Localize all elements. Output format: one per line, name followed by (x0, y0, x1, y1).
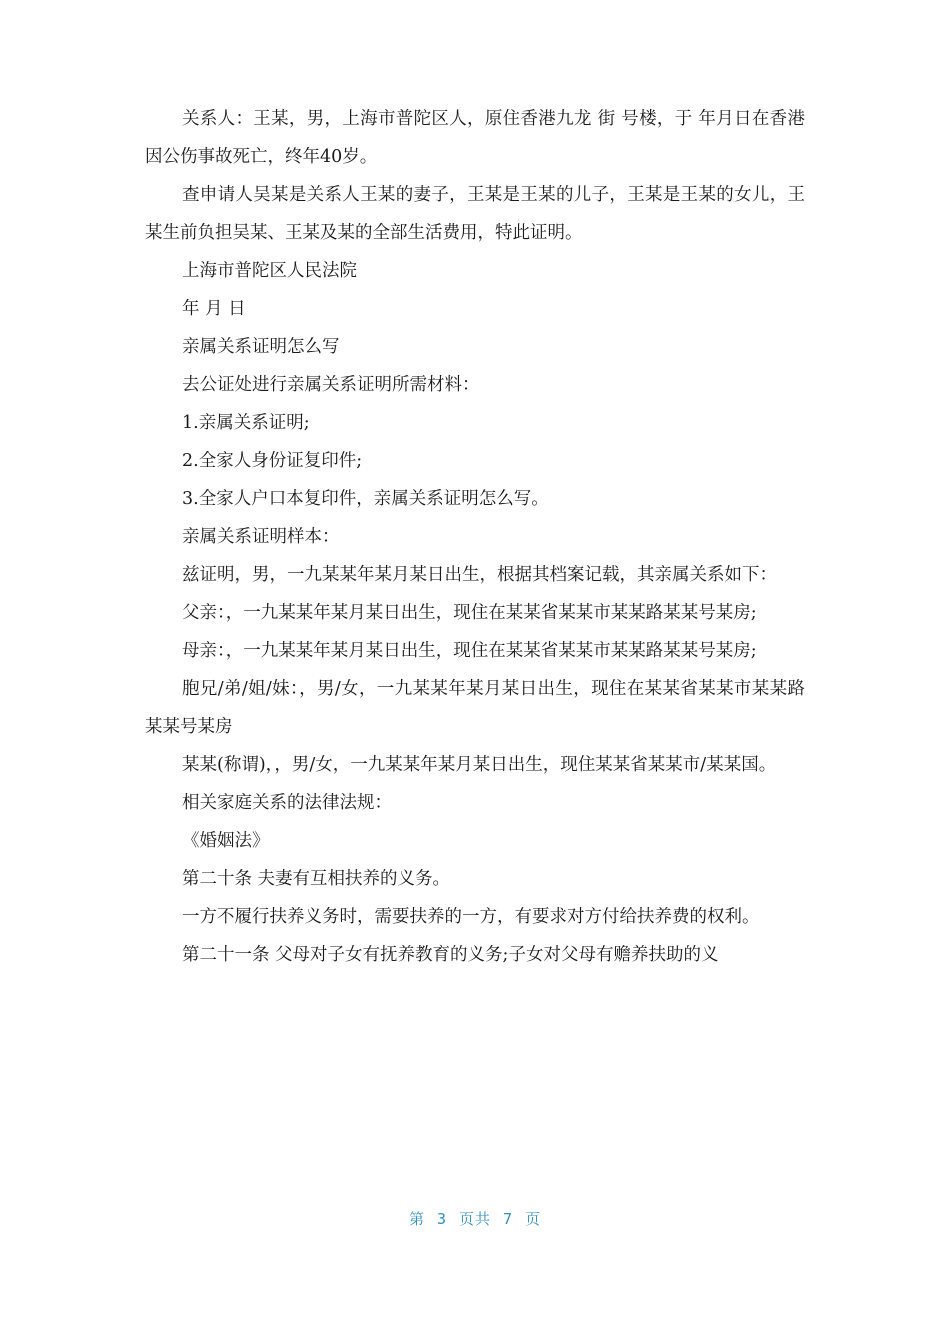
section-heading-how-to-write: 亲属关系证明怎么写 (182, 337, 340, 357)
paragraph-materials-intro: 去公证处进行亲属关系证明所需材料： (182, 375, 480, 395)
page-label-prefix: 第 (408, 1210, 425, 1228)
current-page-number: 3 (436, 1210, 447, 1228)
page-label-suffix: 页 (525, 1210, 542, 1228)
article-20: 第二十条 夫妻有互相扶养的义务。 (182, 869, 451, 889)
section-heading-sample: 亲属关系证明样本： (182, 527, 340, 547)
page-footer (0, 1208, 950, 1229)
page-label-middle: 页共 (458, 1210, 491, 1228)
article-20-detail: 一方不履行扶养义务时，需要扶养的一方，有要求对方付给扶养费的权利。 (182, 907, 760, 927)
article-21: 第二十一条 父母对子女有抚养教育的义务;子女对父母有赡养扶助的义 (182, 945, 719, 965)
list-item-material-3: 3.全家人户口本复印件，亲属关系证明怎么写。 (182, 489, 549, 509)
section-heading-laws: 相关家庭关系的法律法规： (182, 793, 392, 813)
paragraph-other-relative: 某某(称谓)，，男/女，一九某某年某月某日出生，现住某某省某某市/某某国。 (182, 755, 777, 775)
paragraph-sample-intro: 兹证明，男，一九某某年某月某日出生，根据其档案记载，其亲属关系如下： (182, 565, 777, 585)
paragraph-related-person: 关系人：王某，男，上海市普陀区人，原住香港九龙 街 号楼，于 年月日在香港因公伤事故死亡，终年40岁。 (145, 109, 805, 167)
document-body (145, 100, 805, 974)
list-item-material-2: 2.全家人身份证复印件; (182, 451, 363, 471)
paragraph-mother: 母亲：，一九某某年某月某日出生，现住在某某省某某市某某路某某号某房; (182, 641, 757, 661)
paragraph-father: 父亲：，一九某某年某月某日出生，现住在某某省某某市某某路某某号某房; (182, 603, 757, 623)
total-page-count: 7 (503, 1210, 514, 1228)
paragraph-date: 年 月 日 (182, 299, 246, 319)
paragraph-court-name: 上海市普陀区人民法院 (182, 261, 357, 281)
list-item-material-1: 1.亲属关系证明; (182, 413, 310, 433)
paragraph-verification: 查申请人吴某是关系人王某的妻子，王某是王某的儿子，王某是王某的女儿，王某生前负担吴某、王某及某的全部生活费用，特此证明。 (145, 185, 805, 243)
paragraph-siblings: 胞兄/弟/姐/妹：，男/女，一九某某年某月某日出生，现住在某某省某某市某某路某某号某房 (145, 679, 805, 737)
law-title: 《婚姻法》 (182, 831, 270, 851)
